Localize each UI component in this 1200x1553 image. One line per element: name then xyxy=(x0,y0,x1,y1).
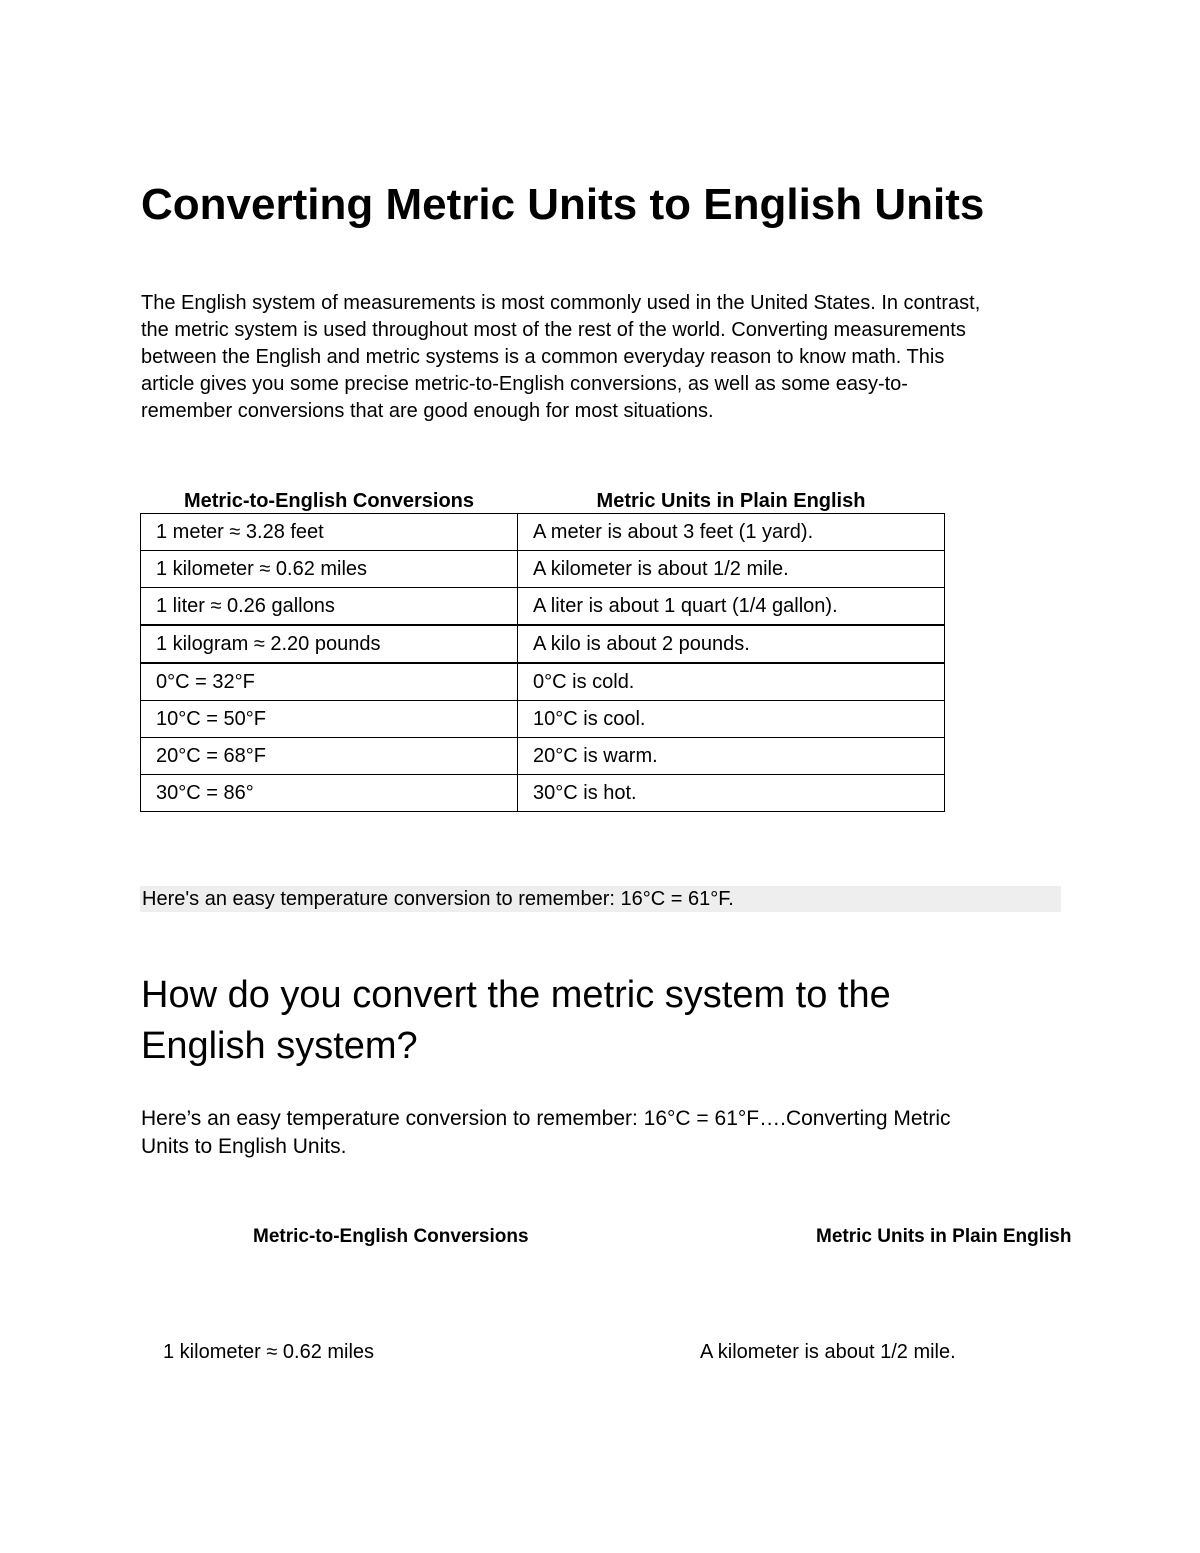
sub-column-header-plain-english: Metric Units in Plain English xyxy=(816,1226,1072,1247)
table-row xyxy=(141,738,945,775)
conversion-cell: 1 liter ≈ 0.26 gallons xyxy=(141,588,518,626)
conversion-cell: 10°C = 50°F xyxy=(141,701,518,738)
intro-line: article gives you some precise metric-to-English conversions, as well as some easy-to- xyxy=(141,373,908,395)
question-heading xyxy=(141,970,891,1072)
column-header-conversions: Metric-to-English Conversions xyxy=(183,490,475,512)
plain-english-cell: A kilometer is about 1/2 mile. xyxy=(518,551,945,588)
answer-line: Here’s an easy temperature conversion to remember: 16°C = 61°F….Converting Metric xyxy=(141,1107,951,1130)
question-line: English system? xyxy=(141,1025,418,1067)
table-row xyxy=(141,701,945,738)
easy-conversion-note: Here's an easy temperature conversion to remember: 16°C = 61°F. xyxy=(140,886,1061,912)
sub-column-header-conversions: Metric-to-English Conversions xyxy=(253,1226,529,1247)
intro-line: between the English and metric systems is a common everyday reason to know math. This xyxy=(141,346,945,368)
conversion-cell: 1 kilometer ≈ 0.62 miles xyxy=(141,551,518,588)
intro-paragraph xyxy=(141,290,1061,425)
table-row xyxy=(141,514,945,551)
plain-english-cell: A liter is about 1 quart (1/4 gallon). xyxy=(518,588,945,626)
conversion-cell: 0°C = 32°F xyxy=(141,663,518,701)
table-row xyxy=(141,588,945,626)
intro-line: The English system of measurements is most commonly used in the United States. In contrast, xyxy=(141,292,981,314)
question-line: How do you convert the metric system to the xyxy=(141,974,891,1016)
table-header-row xyxy=(141,484,945,514)
plain-english-cell: 30°C is hot. xyxy=(518,775,945,812)
conversion-cell: 20°C = 68°F xyxy=(141,738,518,775)
table-row xyxy=(141,775,945,812)
column-header-plain-english: Metric Units in Plain English xyxy=(596,490,866,512)
table-row xyxy=(141,551,945,588)
plain-english-cell: 20°C is warm. xyxy=(518,738,945,775)
plain-english-cell: 10°C is cool. xyxy=(518,701,945,738)
sub-plain-english-cell: A kilometer is about 1/2 mile. xyxy=(700,1341,956,1363)
table-row xyxy=(141,625,945,663)
conversion-cell: 1 kilogram ≈ 2.20 pounds xyxy=(141,625,518,663)
conversion-cell: 1 meter ≈ 3.28 feet xyxy=(141,514,518,551)
intro-line: the metric system is used throughout most of the rest of the world. Converting measurements xyxy=(141,319,966,341)
plain-english-cell: A kilo is about 2 pounds. xyxy=(518,625,945,663)
conversion-cell: 30°C = 86° xyxy=(141,775,518,812)
plain-english-cell: 0°C is cold. xyxy=(518,663,945,701)
answer-paragraph xyxy=(141,1105,951,1161)
page-title: Converting Metric Units to English Units xyxy=(141,180,985,229)
table-row xyxy=(141,663,945,701)
conversion-table xyxy=(140,484,945,812)
answer-line: Units to English Units. xyxy=(141,1135,347,1158)
plain-english-cell: A meter is about 3 feet (1 yard). xyxy=(518,514,945,551)
intro-line: remember conversions that are good enough for most situations. xyxy=(141,400,714,422)
sub-conversion-cell: 1 kilometer ≈ 0.62 miles xyxy=(163,1341,375,1363)
